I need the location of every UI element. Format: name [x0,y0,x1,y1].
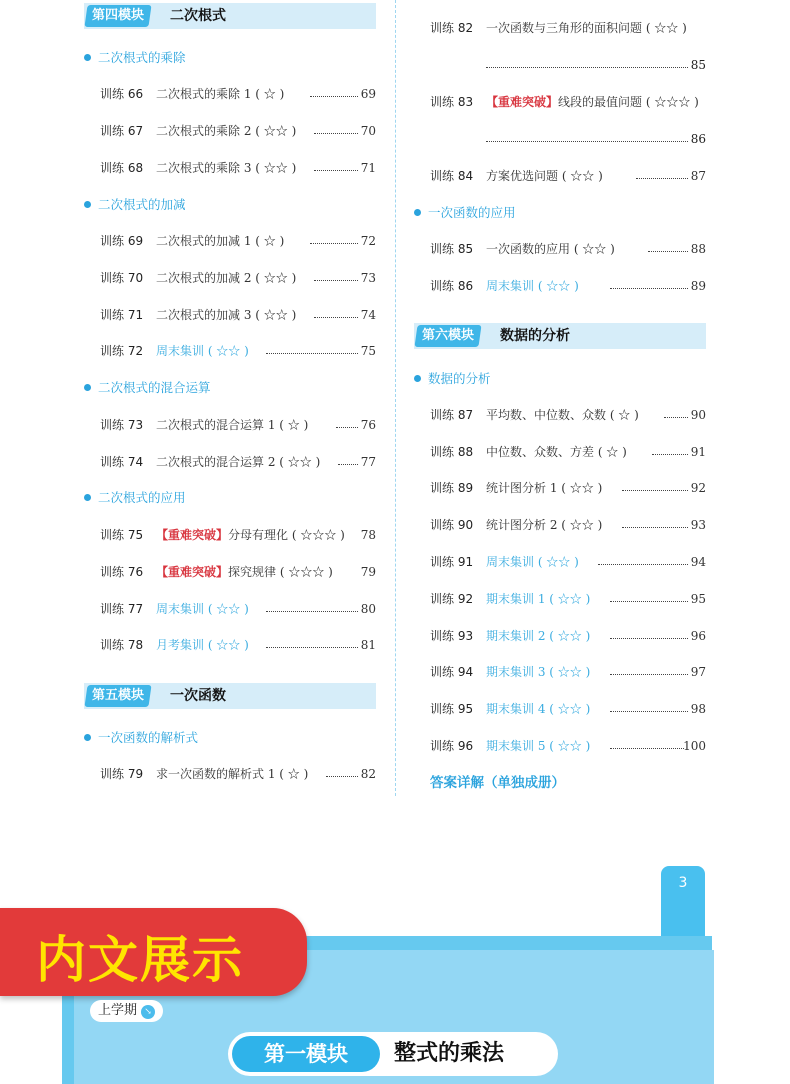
module-header-1 [228,1032,558,1076]
toc-entry[interactable]: 训练 94 期末集训 3 ( ☆☆ ) 97 [430,662,706,682]
bullet-dot-icon [84,54,91,61]
left-column [84,0,376,800]
toc-entry[interactable]: 训练 67 二次根式的乘除 2 ( ☆☆ ) 70 [100,121,376,141]
section-heading: 二次根式的加减 [84,195,186,215]
toc-entry[interactable]: 训练 87 平均数、中位数、众数 ( ☆ ) 90 [430,405,706,425]
bullet-dot-icon [84,734,91,741]
bullet-dot-icon [414,209,421,216]
toc-entry[interactable]: 训练 74 二次根式的混合运算 2 ( ☆☆ ) 77 [100,452,376,472]
module-header-4 [84,3,376,29]
section-heading: 二次根式的应用 [84,488,186,508]
page-number-tab: 3 [661,866,705,938]
toc-entry[interactable]: 训练 69 二次根式的加减 1 ( ☆ ) 72 [100,231,376,251]
toc-entry[interactable]: 训练 85 一次函数的应用 ( ☆☆ ) 88 [430,239,706,259]
toc-entry[interactable]: 训练 72 周末集训 ( ☆☆ ) 75 [100,341,376,361]
module-header-5 [84,683,376,709]
section-heading: 一次函数的应用 [414,203,516,223]
toc-entry[interactable]: 训练 93 期末集训 2 ( ☆☆ ) 96 [430,626,706,646]
toc-entry[interactable]: 训练 70 二次根式的加减 2 ( ☆☆ ) 73 [100,268,376,288]
toc-entry[interactable]: 训练 95 期末集训 4 ( ☆☆ ) 98 [430,699,706,719]
toc-entry[interactable]: 训练 71 二次根式的加减 3 ( ☆☆ ) 74 [100,305,376,325]
toc-entry[interactable]: 训练 90 统计图分析 2 ( ☆☆ ) 93 [430,515,706,535]
module-tag: 第一模块 [232,1036,380,1072]
section-heading: 二次根式的乘除 [84,48,186,68]
toc-entry[interactable]: 训练 76 【重难突破】探究规律 ( ☆☆☆ ) 79 [100,565,376,579]
bullet-dot-icon [84,494,91,501]
module-tag: 第四模块 [84,5,151,27]
module-tag: 第五模块 [84,685,151,707]
toc-entry[interactable]: 训练 86 周末集训 ( ☆☆ ) 89 [430,276,706,296]
right-column [414,0,706,800]
term-label: 上学期 ↘ [90,1000,163,1022]
toc-entry[interactable]: 训练 89 统计图分析 1 ( ☆☆ ) 92 [430,478,706,498]
section-heading: 一次函数的解析式 [84,728,198,748]
module-title: 整式的乘法 [394,1041,505,1066]
toc-entry[interactable]: 训练 91 周末集训 ( ☆☆ ) 94 [430,552,706,572]
toc-entry[interactable]: 训练 84 方案优选问题 ( ☆☆ ) 87 [430,166,706,186]
module-title: 一次函数 [170,688,226,704]
module-title: 数据的分析 [500,328,570,344]
content-display-banner: 内文展示 [0,908,307,996]
toc-entry[interactable]: 训练 83 【重难突破】线段的最值问题 ( ☆☆☆ ) [430,95,699,109]
section-heading: 数据的分析 [414,369,491,389]
toc-entry-continued[interactable]: 85 [486,55,706,75]
toc-entry[interactable]: 训练 92 期末集训 1 ( ☆☆ ) 95 [430,589,706,609]
toc-entry[interactable]: 训练 78 月考集训 ( ☆☆ ) 81 [100,635,376,655]
toc-entry[interactable]: 训练 79 求一次函数的解析式 1 ( ☆ ) 82 [100,764,376,784]
bullet-dot-icon [84,384,91,391]
module-title: 二次根式 [170,8,226,24]
bullet-dot-icon [84,201,91,208]
toc-entry[interactable]: 训练 96 期末集训 5 ( ☆☆ ) 100 [430,736,706,756]
arrow-icon: ↘ [141,1005,155,1019]
bullet-dot-icon [414,375,421,382]
module-header-6 [414,323,706,349]
toc-entry[interactable]: 训练 88 中位数、众数、方差 ( ☆ ) 91 [430,442,706,462]
toc-entry[interactable]: 训练 77 周末集训 ( ☆☆ ) 80 [100,599,376,619]
answer-note: 答案详解（单独成册） [430,775,565,791]
toc-entry[interactable]: 训练 73 二次根式的混合运算 1 ( ☆ ) 76 [100,415,376,435]
toc-entry[interactable]: 训练 75 【重难突破】分母有理化 ( ☆☆☆ ) 78 [100,528,376,542]
toc-entry[interactable]: 训练 68 二次根式的乘除 3 ( ☆☆ ) 71 [100,158,376,178]
section-heading: 二次根式的混合运算 [84,378,211,398]
module-tag: 第六模块 [414,325,481,347]
toc-entry[interactable]: 训练 66 二次根式的乘除 1 ( ☆ ) 69 [100,84,376,104]
toc-entry-continued[interactable]: 86 [486,129,706,149]
column-divider [395,0,396,796]
toc-entry[interactable]: 训练 82 一次函数与三角形的面积问题 ( ☆☆ ) [430,21,687,35]
